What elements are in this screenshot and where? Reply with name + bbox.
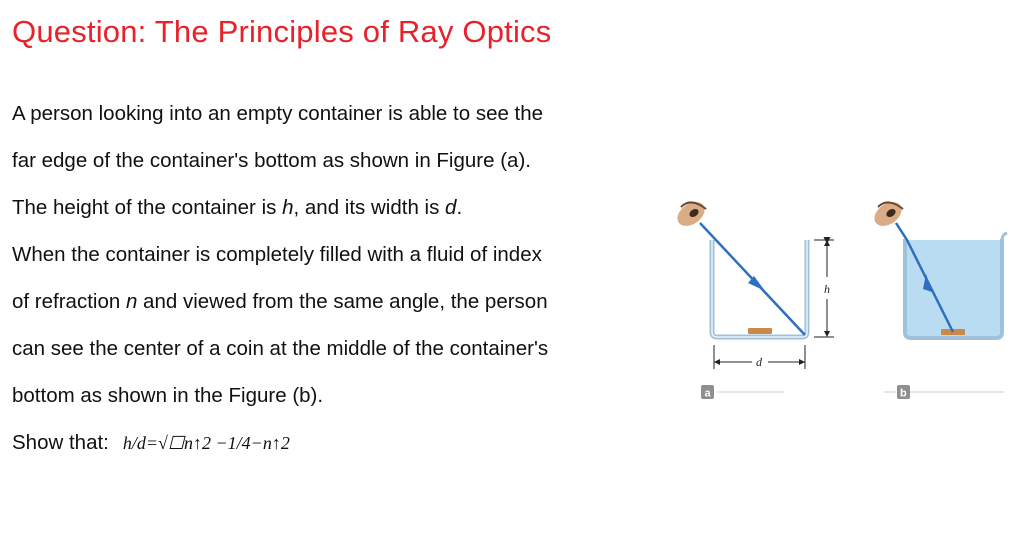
ray-optics-figure — [664, 185, 1009, 417]
formula: h/d=√☐n↑2 −1/4−n↑2 — [122, 433, 290, 453]
fluid-b — [907, 240, 1000, 337]
figure-label-b: b — [900, 387, 907, 400]
problem-text-line-5: of refraction n and viewed from the same angle, the person — [12, 290, 548, 313]
problem-text-line-7: bottom as shown in the Figure (b). — [12, 384, 324, 407]
figure-b — [870, 197, 1007, 399]
label-d: d — [756, 355, 762, 369]
figure-a — [673, 197, 834, 399]
problem-text-line-2: far edge of the container's bottom as shown in Figure (a). — [12, 149, 531, 172]
coin-a — [748, 328, 772, 334]
show-that-label: Show that: — [12, 431, 109, 454]
problem-text-line-3: The height of the container is h, and its width is d. — [12, 196, 463, 219]
problem-text-line-1: A person looking into an empty container is able to see the — [12, 102, 544, 125]
show-that-line — [12, 431, 290, 455]
problem-text-line-6: can see the center of a coin at the middle of the container's — [12, 337, 549, 360]
question-title: Question: The Principles of Ray Optics — [12, 14, 552, 49]
height-dimension — [814, 240, 834, 337]
width-dimension — [714, 345, 805, 369]
figure-label-a: a — [704, 387, 711, 400]
label-h: h — [824, 282, 830, 296]
problem-text-line-4: When the container is completely filled with a fluid of index — [12, 243, 542, 266]
eye-icon — [870, 197, 906, 231]
